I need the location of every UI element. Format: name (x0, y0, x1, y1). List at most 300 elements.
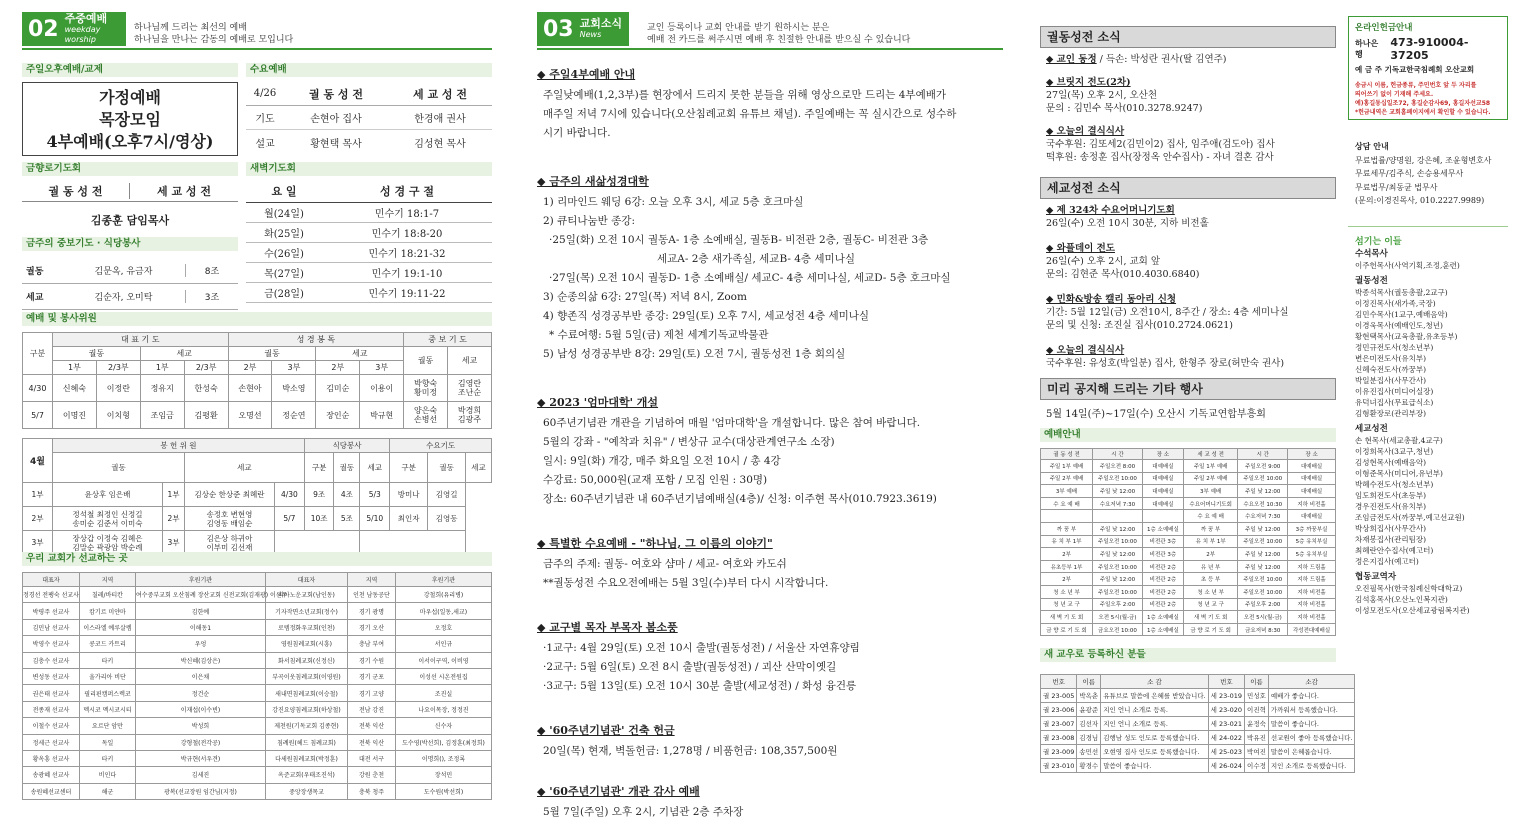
mission-cell: 화서침례교회(신정신) (265, 652, 347, 668)
vol-sub: 세교 (466, 453, 492, 483)
service-cell: 손현아 (228, 375, 272, 402)
vol-part: 3부 (23, 531, 53, 555)
staff-member: 정은지집사(예고터) (1355, 557, 1419, 566)
mission-head: 후원기관 (395, 573, 491, 587)
dawn-title: 새벽기도회 (246, 162, 492, 176)
vol-sub: 세교 (360, 453, 390, 483)
worship-cell: 주일오전 9:00 (1238, 460, 1288, 473)
new-member-cell: 궐 23-006 (1041, 703, 1077, 717)
worship-cell: 비전관 2층 (1142, 585, 1183, 598)
vol-part: 1부 (163, 483, 185, 507)
worship-cell: 비전관 3층 (1142, 548, 1183, 561)
news-article-line: * 수료여행: 5월 5일(금) 제천 세계기독교박물관 (549, 329, 769, 341)
worship-cell: 1층 소예배실 (1142, 522, 1183, 535)
vol-head: 식당봉사 (304, 439, 389, 453)
staff-member: 김성현목사(예배음악) (1355, 458, 1427, 467)
worship-cell: 주일오전 10:00 (1093, 472, 1143, 485)
service-cell: 이치형 (96, 402, 140, 429)
worship-row (1041, 573, 1336, 586)
mission-cell: 경기 수원 (347, 652, 395, 668)
mission-cell: 강철희(유리병) (395, 587, 491, 603)
mission-row (23, 734, 492, 750)
sg-news-title: 세교성전 소식 (1040, 177, 1336, 199)
mission-cell: 중앙장생목교 (265, 783, 347, 799)
wed-row-b: 한경애 권사 (414, 114, 466, 125)
news-article-line: 1) 리마인드 웨딩 6강: 오늘 오후 3시, 세교 5층 호크마실 (543, 196, 804, 208)
mission-cell: 도수영(박선희), 김정훈(최정희) (395, 734, 491, 750)
mission-cell: 이명희(), 조정록 (395, 750, 491, 766)
intercede-names: 김순자, 오미탁 (62, 290, 186, 303)
sg-news-item (1046, 344, 1342, 370)
mission-cell: 해군 (79, 783, 135, 799)
new-member-cell: 박여진 (1245, 745, 1269, 759)
worship-cell: 주일오전 10:00 (1238, 585, 1288, 598)
gd-news (1046, 53, 1342, 174)
service-part: 1부 (140, 361, 184, 375)
service-cell: 한성숙 (184, 375, 228, 402)
wed-pray-cell (360, 531, 466, 555)
vol-part: 2부 (23, 507, 53, 531)
staff-group-name: 수석목사 (1355, 249, 1388, 259)
header-rule (22, 48, 492, 50)
worship-head: 장 소 (1288, 449, 1336, 460)
worship-cell: 주일 낮 12:00 (1238, 548, 1288, 561)
worship-row (1041, 548, 1336, 561)
worship-row (1041, 510, 1336, 523)
worship-cell: 주일 낮 12:00 (1238, 485, 1288, 498)
new-head: 이름 (1245, 675, 1269, 689)
bank-name: 하나은행 (1355, 39, 1379, 59)
new-member-cell: 세 23-019 (1208, 689, 1244, 703)
mission-cell: 나요이목장, 정정진 (395, 701, 491, 717)
worship-row (1041, 485, 1336, 498)
staff-member: 이정진목사(새가족,국장) (1355, 299, 1436, 308)
worship-cell: 주일 낮 12:00 (1093, 485, 1143, 498)
service-part: 3부 (272, 361, 316, 375)
dawn-row (246, 223, 492, 243)
staff-group-name: 협동교역자 (1355, 572, 1397, 582)
dawn-head-verse: 성 경 구 절 (380, 185, 434, 198)
news-article-line: 수강료: 50,000원(교재 포함 / 모집 인원 : 30명) (543, 474, 768, 486)
worship-cell: 주일 낮 12:00 (1093, 548, 1143, 561)
worship-cell: 지하 비전홀 (1288, 585, 1336, 598)
offering-note: 예)홍길동십일조72, 홍길순감사69, 홍길자선교58 (1355, 100, 1491, 107)
service-cell: 김평환 (184, 402, 228, 429)
volunteer-table (22, 438, 492, 555)
mission-head: 지역 (347, 573, 395, 587)
worship-head: 시 간 (1238, 449, 1288, 460)
intercede-place: 궐동 (26, 267, 44, 277)
mission-row (23, 636, 492, 652)
new-head: 소감 (1268, 675, 1355, 689)
worship-cell: 유 치 부 1부 (1041, 535, 1093, 548)
worship-head: 세 교 성 전 (1183, 449, 1237, 460)
mission-cell: 송광혜 선교사 (23, 767, 80, 783)
sg-news-heading: ◆ 오늘의 결식식사 (1046, 345, 1125, 356)
wed-col-gd: 궐 동 성 전 (309, 87, 363, 101)
worship-cell (1142, 510, 1183, 523)
mission-cell: 이철수 선교사 (23, 718, 80, 734)
vol-names: 장상갑 이정숙 김혜은 김말순 곽광암 박순례 (53, 531, 163, 555)
news-articles (537, 66, 1007, 822)
sg-news-line: 문의 및 신청: 조진실 집사(010.2724.0621) (1046, 320, 1233, 331)
service-cell: 정순연 (272, 402, 316, 429)
mission-cell: 마우섭(일동,세교) (395, 603, 491, 619)
sg-news (1046, 204, 1342, 382)
worship-cell: 비전관 2층 (1142, 573, 1183, 586)
worship-row (1041, 522, 1336, 535)
staff-member: 차재봉집사(관리팀장) (1355, 535, 1427, 544)
worship-head: 궐 동 성 전 (1041, 449, 1093, 460)
worship-cell (1041, 510, 1093, 523)
dawn-verse: 민수기 18:1-7 (374, 209, 440, 220)
wed-title: 수요예배 (246, 63, 492, 77)
service-cell: 박규현 (360, 402, 404, 429)
vol-part: 3부 (163, 531, 185, 555)
vol-names: 송정호 변현영 김영동 배임순 (185, 507, 275, 531)
mission-cell: 경기 군포 (347, 668, 395, 684)
worship-row (1041, 472, 1336, 485)
new-member-cell: 박유진 (1245, 731, 1269, 745)
mission-row (23, 718, 492, 734)
gd-news-item (1046, 53, 1342, 66)
worship-cell: 금요오전 10:00 (1093, 623, 1143, 636)
new-member-cell: 지인 언니 소개로 등록. (1101, 703, 1208, 717)
worship-cell: 주일오전 10:00 (1093, 560, 1143, 573)
mission-head: 대표자 (23, 573, 80, 587)
service-date: 5/7 (23, 402, 53, 429)
worship-cell: 주일 낮 12:00 (1093, 522, 1143, 535)
section-number: 03 (543, 16, 574, 42)
mission-cell: 이해동1 (135, 619, 265, 635)
service-title: 예배 및 봉사위원 (22, 312, 492, 326)
vol-head: 수요기도 (390, 439, 492, 453)
new-member-cell: 말씀이 은혜롭습니다. (1268, 745, 1355, 759)
vol-sub: 구분 (304, 453, 334, 483)
account-holder: 예 금 주 기독교한국침례회 오산교회 (1355, 65, 1475, 74)
wed-row-label: 기도 (255, 114, 275, 125)
mission-cell: 칠레/바티칸 (79, 587, 135, 603)
vol-sub: 궐동 (428, 453, 466, 483)
staff-member: 이형준목사(미디어,유년부) (1355, 469, 1443, 478)
worship-cell: 각성전대예배실 (1288, 623, 1336, 636)
gd-news-item-title (1046, 76, 1342, 89)
sg-news-heading: ◆ 민화&방송 캘리 동아리 신청 (1046, 294, 1177, 305)
service-intercede: 김영란 조난순 (448, 375, 492, 402)
news-article-line: 시기 바랍니다. (543, 127, 611, 139)
wed-pray-cell: 김영길 (428, 483, 466, 507)
staff-group-name: 세교성전 (1355, 424, 1388, 434)
worship-cell: 주일오전 10:00 (1238, 535, 1288, 548)
section-title-eng: News (579, 30, 602, 39)
news-article (537, 66, 1007, 143)
service-sub: 궐동 (228, 347, 316, 361)
vol-month: 4월 (23, 439, 53, 483)
mission-cell: 강원 춘천 (347, 767, 395, 783)
news-article-title: ◆ '60주년기념관' 개관 감사 예배 (537, 785, 700, 798)
service-head: 중 보 기 도 (404, 333, 492, 347)
intercede-table (22, 258, 238, 310)
service-cell: 이정란 (96, 375, 140, 402)
desc-line: 하나님을 만나는 감동의 예배로 모입니다 (134, 35, 294, 45)
worship-cell: 주일오전 10:00 (1238, 573, 1288, 586)
service-part: 1부 (53, 361, 97, 375)
sg-news-line: 문의: 김현준 목사(010.4030.6840) (1046, 269, 1200, 280)
worship-cell: 유 치 부 1부 (1183, 535, 1237, 548)
vol-row (23, 507, 492, 531)
wed-row-a: 손현아 집사 (310, 114, 362, 125)
news-article-line: 금주의 주제: 궐동- 여호와 샴마 / 세교- 여호와 카도쉬 (543, 558, 787, 570)
worship-cell: 수 요 예 배 (1041, 497, 1093, 510)
mission-cell: 여수중부교회 오산침례 장산교회 신전교회(김재광) 이선우 (135, 587, 265, 603)
wed-date: 4/26 (253, 88, 277, 99)
service-table (22, 332, 492, 429)
sg-news-item (1046, 293, 1342, 332)
dawn-row (246, 243, 492, 263)
new-member-cell: 민성호 (1245, 689, 1269, 703)
worship-cell: 지하 비전홀 (1288, 611, 1336, 624)
mission-row (23, 619, 492, 635)
gd-news-heading: ◆ 오늘의 결식식사 (1046, 126, 1125, 137)
section-description (134, 22, 293, 46)
wed-pray-cell: 5/10 (360, 507, 390, 531)
news-article-title: ◆ '60주년기념관' 건축 헌금 (537, 724, 675, 737)
new-member-cell: 송민선 (1077, 745, 1101, 759)
meal-cell: 9조 (304, 483, 334, 507)
vol-part: 2부 (163, 507, 185, 531)
gd-news-title: 궐동성전 소식 (1040, 26, 1336, 48)
mission-cell: 황옥흥 선교사 (23, 750, 80, 766)
worship-cell: 주일 낮 12:00 (1238, 560, 1288, 573)
staff-member: 박일분집사(사무간사) (1355, 376, 1427, 385)
mission-cell: 울가리아 비단 (79, 668, 135, 684)
worship-cell (1093, 510, 1143, 523)
worship-cell: 5층 유치부실 (1288, 548, 1336, 561)
worship-cell: 금요저녁 8:30 (1238, 623, 1288, 636)
service-label: 구분 (23, 333, 53, 375)
mission-cell: 변성동 선교사 (23, 668, 80, 684)
vol-sub: 구분 (390, 453, 428, 483)
sunday-pm-title: 주일오후예배/교제 (22, 63, 238, 77)
account-number: 473-910004-37205 (1390, 36, 1469, 62)
staff-group (1355, 423, 1515, 567)
staff-member: 김민수목사(1교구,예배음악) (1355, 310, 1448, 319)
sg-news-item (1046, 204, 1342, 230)
worship-cell: 수요저녁 7:30 (1093, 497, 1143, 510)
worship-row (1041, 560, 1336, 573)
mission-row (23, 652, 492, 668)
service-cell: 이용이 (360, 375, 404, 402)
mission-cell: 김세진 (135, 767, 265, 783)
worship-cell: 까 꿍 부 (1183, 522, 1237, 535)
worship-cell: 청 년 교 구 (1041, 598, 1093, 611)
fri-box (22, 180, 238, 228)
worship-head: 시 간 (1093, 449, 1143, 460)
worship-cell: 주일 2부 예배 (1041, 472, 1093, 485)
intercede-place: 세교 (26, 293, 44, 303)
mission-cell: 대전 서구 (347, 750, 395, 766)
staff-member: 김석홍목사(오산노인복지관) (1355, 595, 1448, 604)
mission-cell: 이서이구역, 이비영 (395, 652, 491, 668)
section-description (647, 22, 910, 46)
mission-cell: 신수자 (395, 718, 491, 734)
sg-news-line: 국수후원: 유성호(박일분) 집사, 한형주 장로(허만숙 권사) (1046, 358, 1285, 369)
sg-news-line: 26일(수) 오후 2시, 교회 앞 (1046, 256, 1161, 267)
etc-line: 5월 14일(주)~17일(수) 오산시 기독교연합부흥회 (1046, 409, 1266, 420)
news-article-line: 5월의 강좌 - "예착과 치유" / 변상규 교수(대상관계연구소 소장) (543, 436, 835, 448)
mission-head: 대표자 (265, 573, 347, 587)
news-article-line: ·25일(화) 오전 10시 궐동A- 1층 소예배실, 궐동B- 비전관 2층, 궐동C- 비전관 3층 (549, 234, 929, 246)
dawn-head-day: 요 일 (271, 185, 297, 198)
worship-row (1041, 623, 1336, 636)
mission-cell: 김민남 선교사 (23, 619, 80, 635)
mission-cell: 타키 (79, 652, 135, 668)
sg-news-heading: ◆ 제 324차 수요어머니기도회 (1046, 205, 1175, 216)
intercede-dept: 3조 (204, 293, 220, 303)
new-member-cell: 세 23-020 (1208, 703, 1244, 717)
offering-note: *헌금내역은 교회홈페이지에서 확인할 수 있습니다. (1355, 109, 1491, 116)
new-member-row (1041, 731, 1355, 745)
wed-pray-cell: 방미나 (390, 483, 428, 507)
fri-col-gd: 궐 동 성 전 (22, 183, 130, 199)
wed-row-label: 설교 (255, 138, 275, 150)
section-title-kor: 주중예배 (64, 12, 108, 25)
worship-cell: 청 소 년 부 (1041, 585, 1093, 598)
mission-cell: 김한예 (135, 603, 265, 619)
worship-cell: 대예배실 (1142, 460, 1183, 473)
mission-cell: 기자작면소년교회(정수) (265, 603, 347, 619)
worship-cell: 청 년 교 구 (1183, 598, 1237, 611)
service-sub: 궐동 (404, 347, 448, 375)
new-member-cell: 유튜브로 말씀에 은혜를 받았습니다. (1101, 689, 1208, 703)
news-article-line: 5) 남성 성경공부반 8강: 29일(토) 오전 7시, 궐동성전 1층 회의실 (543, 348, 846, 360)
service-cell: 장인순 (316, 402, 360, 429)
new-member-cell: 말씀이 좋습니다. (1268, 717, 1355, 731)
dawn-day: 월(24일) (264, 209, 304, 220)
mission-cell: 이은채 (135, 668, 265, 684)
vol-names: 김상순 한상준 최혜란 (185, 483, 275, 507)
worship-row (1041, 460, 1336, 473)
mission-cell: 충남 부여 (347, 636, 395, 652)
staff-member: 손 현목사(세교총괄,4교구) (1355, 436, 1443, 445)
news-article (537, 783, 1007, 822)
dawn-verse: 민수기 18:21-32 (368, 249, 446, 260)
staff-member: 유덕녀집사(무료급식소) (1355, 398, 1434, 407)
mission-cell: 요르단 암만 (79, 718, 135, 734)
wed-row-b: 김성현 목사 (414, 138, 466, 150)
mission-cell: 도수원(박선희) (395, 783, 491, 799)
worship-cell: 주일오후 2:00 (1093, 598, 1143, 611)
mission-cell: 침례원(헤드 침례교회) (265, 734, 347, 750)
online-title: 온라인헌금안내 (1355, 23, 1413, 33)
worship-cell: 3부 예배 (1041, 485, 1093, 498)
service-cell: 박소영 (272, 375, 316, 402)
news-article (537, 394, 1007, 509)
news-article-line: ·3교구: 5월 13일(토) 오전 10시 30분 출발(세교성전) / 화성 융건릉 (543, 680, 857, 692)
mission-cell: 이스라엘 예루살렘 (79, 619, 135, 635)
service-cell: 정유지 (140, 375, 184, 402)
news-article-title: ◆ 금주의 새삶성경대학 (537, 175, 649, 188)
staff-member: 박종석목사(궐동총괄,2교구) (1355, 288, 1448, 297)
worship-cell: 주일오전 10:00 (1238, 472, 1288, 485)
worship-cell: 주일 낮 12:00 (1238, 522, 1288, 535)
worship-cell: 금 향 로 기 도 회 (1041, 623, 1093, 636)
mission-cell: 박성희 (135, 718, 265, 734)
mission-row (23, 603, 492, 619)
section-title-kor: 교회소식 (579, 17, 623, 30)
new-member-cell: 궐 23-008 (1041, 731, 1077, 745)
worship-row (1041, 585, 1336, 598)
new-member-cell: 세 26-024 (1208, 759, 1244, 773)
news-article-line: ·27일(목) 오전 10시 궐동D- 1층 소예배실/ 세교C- 4층 세미나실, 세교D- 5층 호크마실 (549, 272, 951, 284)
news-article-title: ◆ 2023 '엄마대학' 개설 (537, 396, 659, 409)
staff-member: 이경욱목사(예배인도,청년) (1355, 321, 1443, 330)
dawn-day: 화(25일) (264, 229, 304, 240)
worship-table (1040, 448, 1336, 636)
worship-row (1041, 497, 1336, 510)
news-article-line: 2) 큐티나눔반 종강: (543, 215, 635, 227)
new-member-cell: 윤정숙 (1245, 717, 1269, 731)
new-member-cell: 말씀이 좋습니다. (1101, 759, 1208, 773)
new-member-cell: 박옥춘 (1077, 689, 1101, 703)
mission-table (22, 572, 492, 800)
worship-cell: 지하 드림홀 (1288, 560, 1336, 573)
mission-cell: 박평주 선교사 (23, 603, 80, 619)
sunday-pm-line: 가정예배 (99, 88, 161, 107)
vol-head: 봉 헌 위 원 (53, 439, 305, 453)
gd-news-line: 문의 : 김민수 목사(010.3278.9247) (1046, 103, 1203, 114)
new-member-cell: 윤광준 (1077, 703, 1101, 717)
new-head: 번호 (1208, 675, 1244, 689)
mission-cell: 박신혜(김상은) (135, 652, 265, 668)
worship-cell: 수요오전 10:30 (1238, 497, 1288, 510)
mission-cell: 서인규 (395, 636, 491, 652)
sg-news-line: 26일(수) 오전 10시 30분, 지하 비전홀 (1046, 218, 1209, 229)
mission-cell: 옥준교회(우태조진석) (265, 767, 347, 783)
consult-line: 무료법률/양명원, 강은혜, 조윤형변호사 (1355, 155, 1492, 165)
worship-cell: 수요어머니기도회 (1183, 497, 1237, 510)
new-member-cell: 김선자 (1077, 717, 1101, 731)
service-part: 2/3부 (96, 361, 140, 375)
sidebar-rule (1348, 226, 1508, 227)
worship-cell: 지하 드림홀 (1288, 573, 1336, 586)
service-part: 2부 (228, 361, 272, 375)
mission-cell: 제천원(기독교회 김종현) (265, 718, 347, 734)
wed-pray-cell: 김영동 (428, 507, 466, 531)
worship-title: 예배안내 (1040, 428, 1336, 442)
service-sub: 세교 (316, 347, 404, 361)
staff-list (1355, 248, 1515, 620)
mission-cell: 피아노운교회(남인동) (265, 587, 347, 603)
worship-cell: 대예배실 (1142, 472, 1183, 485)
worship-cell: 2부 (1183, 548, 1237, 561)
mission-row (23, 685, 492, 701)
wed-table (246, 82, 492, 154)
worship-cell: 5층 유치부실 (1288, 535, 1336, 548)
intercede-dept: 8조 (204, 267, 220, 277)
mission-cell: 조진실 (395, 685, 491, 701)
dawn-row (246, 263, 492, 283)
mission-cell: 이재섭(이수빈) (135, 701, 265, 717)
service-date: 4/30 (23, 375, 53, 402)
news-article-title: ◆ 주일4부예배 안내 (537, 68, 636, 81)
mission-cell: 필리핀캠퍼스렉코 (79, 685, 135, 701)
offering-note: 띄어쓰기 없이 기재해 주세요. (1355, 91, 1434, 98)
dawn-verse: 민수기 19:11-22 (368, 289, 446, 300)
consult-line: 무료세무/김주식, 손승용세무사 (1355, 169, 1464, 178)
consult-box (1355, 140, 1510, 208)
staff-group (1355, 248, 1515, 271)
